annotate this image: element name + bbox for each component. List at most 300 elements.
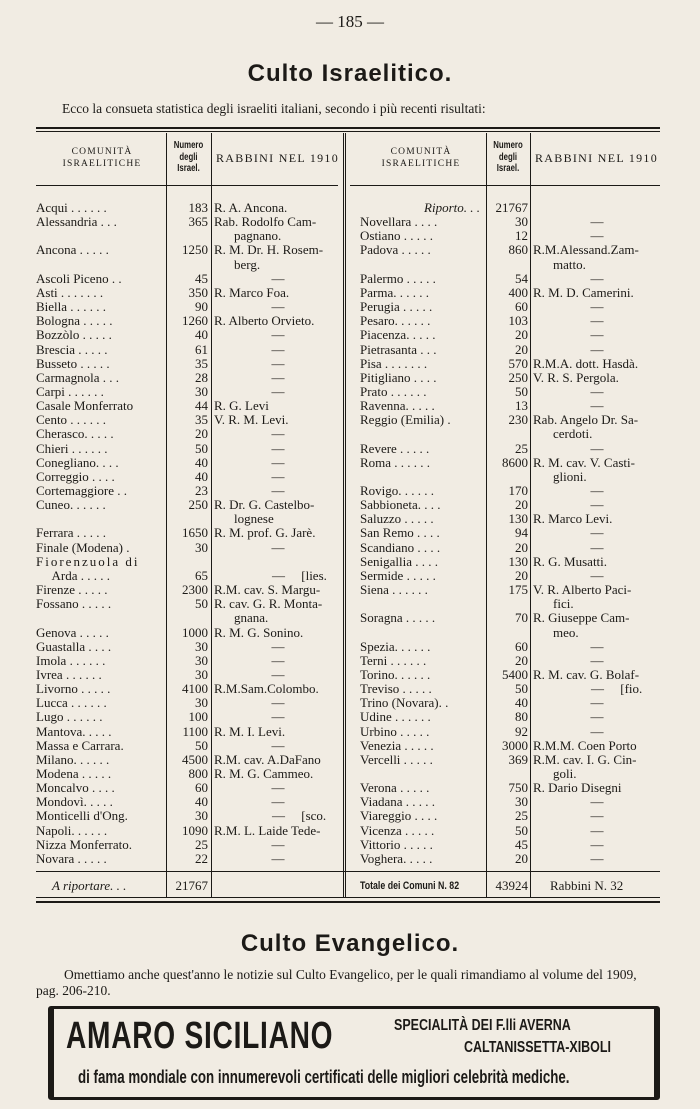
rabbi-name: R. M. cav. V. Casti-	[533, 454, 635, 470]
community-name: Urbino . . . . .	[360, 724, 430, 739]
rabbi-name: —	[271, 270, 285, 286]
israelite-count: 25	[515, 808, 528, 824]
israelite-count: 1000	[182, 624, 208, 640]
table-row	[0, 272, 700, 286]
community-name: Torino. . . . . .	[360, 667, 431, 682]
rabbi-name: —	[590, 299, 604, 315]
community-name: Milano. . . . . .	[36, 752, 110, 767]
rabbi-name: —	[590, 228, 604, 244]
community-name: Riporto. . .	[424, 201, 480, 215]
rabbi-name: goli.	[553, 766, 577, 781]
community-name: Vercelli . . . . .	[360, 752, 433, 767]
rabbi-name: R. Alberto Orvieto.	[214, 313, 315, 329]
header-bottom-rule-right	[350, 185, 660, 186]
carry-forward-number: 21767	[175, 878, 208, 893]
total-rabbis: Rabbini N. 32	[550, 878, 624, 893]
israelite-count: 50	[195, 440, 208, 456]
israelite-count: 92	[515, 723, 528, 739]
community-name: Lugo . . . . . .	[36, 710, 103, 725]
community-name: Sermide . . . . .	[360, 568, 436, 583]
community-name: Spezia. . . . . .	[360, 639, 431, 654]
israelite-count: 21767	[495, 200, 528, 215]
table-row	[0, 682, 700, 696]
rabbi-name: R. Marco Levi.	[533, 511, 613, 527]
israelite-count: 350	[188, 284, 208, 300]
table-row	[0, 555, 700, 569]
community-name: Ravenna. . . . .	[360, 399, 435, 414]
israelite-count: 1260	[182, 313, 208, 329]
community-name: Padova . . . . .	[360, 243, 431, 258]
evangel-text: Omettiamo anche quest'anno le notizie sul Culto Evangelico, per le quali rimandiamo al volume del 1909, pag. 206-210.	[36, 967, 637, 998]
community-name: Cento . . . . . .	[36, 413, 107, 428]
israelite-count: 40	[195, 327, 208, 343]
table-row	[0, 824, 700, 838]
israelite-count: 20	[515, 850, 528, 866]
community-name: Brescia . . . . .	[36, 342, 108, 357]
rabbi-name: R. cav. G. R. Monta-	[214, 596, 323, 612]
rabbi-name: —	[590, 836, 604, 852]
israelite-count: 30	[515, 214, 528, 230]
israelite-count: 175	[508, 582, 528, 598]
table-row	[0, 229, 700, 243]
israelite-count: 20	[515, 497, 528, 513]
israelite-count: 61	[195, 341, 208, 357]
community-name: Cuneo. . . . . .	[36, 498, 106, 513]
israelite-count: 45	[515, 836, 528, 852]
rabbi-name: glioni.	[553, 468, 587, 484]
israelite-count: 40	[515, 695, 528, 711]
community-name: Saluzzo . . . . .	[360, 512, 434, 527]
israelite-count: 25	[195, 836, 208, 852]
ad-specialty: SPECIALITÀ DEI F.lli AVERNA	[394, 1017, 571, 1034]
israelite-count: 35	[195, 412, 208, 428]
table-row	[0, 512, 700, 526]
rabbi-name: R.M. L. Laide Tede-	[214, 822, 321, 838]
rabbi-name: R.M. cav. A.DaFano	[214, 751, 321, 767]
table-row	[0, 795, 700, 809]
rabbi-name: R.M.Sam.Colombo.	[214, 681, 319, 697]
community-name: Modena . . . . .	[36, 767, 112, 781]
community-name: Livorno . . . . .	[36, 682, 111, 697]
header-rabbis-right: RABBINI NEL 1910	[535, 151, 659, 165]
israelite-count: 1100	[182, 723, 208, 739]
rabbi-name: R. M. D. Camerini.	[533, 284, 634, 300]
community-name: Roma . . . . . .	[360, 455, 431, 470]
table-row	[0, 343, 700, 357]
community-name: Alessandria . . .	[36, 215, 117, 230]
israelite-count: 45	[195, 270, 208, 286]
community-name: Ferrara . . . . .	[36, 526, 107, 541]
community-name: Ostiano . . . . .	[360, 229, 433, 244]
rabbi-name: R. M. cav. G. Bolaf-	[533, 666, 640, 682]
community-name: Fossano . . . . .	[36, 597, 112, 612]
rabbi-name: —	[271, 341, 285, 357]
rabbi-name: R. Marco Foa.	[214, 284, 290, 300]
table-row	[0, 626, 700, 640]
rabbi-name: R. G. Musatti.	[533, 553, 608, 569]
community-name: Parma. . . . . .	[360, 285, 429, 300]
rabbi-name: fici.	[553, 596, 574, 612]
rabbi-name: —	[271, 780, 285, 796]
rabbi-name: V. R. M. Levi.	[214, 412, 289, 428]
israelite-count: 30	[515, 794, 528, 810]
community-name: Asti . . . . . . .	[36, 285, 104, 300]
table-row	[0, 456, 700, 470]
table-row	[0, 215, 700, 229]
community-name: Sabbioneta. . . .	[360, 498, 441, 513]
community-name: Mantova. . . . .	[36, 724, 112, 739]
israelite-count: 30	[195, 383, 208, 399]
community-name: Carpi . . . . . .	[36, 384, 104, 399]
footer-top-rule	[36, 871, 660, 872]
page-number: — 185 —	[316, 12, 384, 31]
rabbi-name: R.M. cav. I. G. Cin-	[533, 751, 637, 767]
israelite-count: 50	[515, 681, 528, 697]
table-top-rule	[36, 127, 660, 129]
rabbi-name: pagnano.	[234, 228, 282, 244]
table-row	[0, 314, 700, 328]
rabbi-name: R.M.A. dott. Hasdà.	[533, 355, 639, 371]
table-row	[0, 569, 700, 583]
community-name: Mondovì. . . . .	[36, 795, 113, 810]
community-name: Guastalla . . . .	[36, 639, 112, 654]
rabbi-name: R. M. I. Levi.	[214, 723, 286, 739]
rabbi-name: berg.	[234, 256, 261, 272]
rabbi-name: —	[590, 483, 604, 498]
community-name: Novellara . . . .	[360, 215, 438, 230]
header-bottom-rule-left	[36, 185, 338, 186]
rabbi-name: —	[590, 723, 604, 739]
rabbi-name: — [lies.	[272, 567, 327, 583]
table-row	[0, 286, 700, 300]
rabbi-name: —	[271, 369, 285, 385]
community-name: Novara . . . . .	[36, 851, 107, 866]
table-row	[0, 399, 700, 413]
table-top-rule-thin	[36, 131, 660, 132]
israelite-count: 183	[188, 200, 208, 215]
community-name: Viadana . . . . .	[360, 795, 436, 810]
table-row	[0, 809, 700, 823]
israelite-count: 130	[508, 553, 528, 569]
israelite-count: 1090	[182, 822, 208, 838]
rabbi-name: —	[590, 440, 604, 456]
table-row	[0, 541, 700, 555]
community-name: Senigallia . . . .	[360, 554, 438, 569]
israelite-count: 20	[515, 652, 528, 668]
israelite-count: 50	[515, 822, 528, 838]
community-name: Piacenza. . . . .	[360, 328, 436, 343]
israelite-count: 400	[508, 284, 528, 300]
rabbi-name: —	[271, 468, 285, 484]
community-name: Trino (Novara). .	[360, 696, 449, 711]
table-row	[0, 243, 700, 257]
community-name: Napoli. . . . . .	[36, 823, 108, 838]
community-name: Voghera. . . . .	[360, 851, 433, 866]
community-name: Biella . . . . . .	[36, 300, 107, 315]
rabbi-name: —	[271, 299, 285, 315]
header-number-left: Numero degli Israel.	[173, 140, 204, 174]
israelite-count: 230	[508, 412, 528, 428]
rabbi-name: R. Giuseppe Cam-	[533, 610, 630, 626]
israelite-count: 60	[515, 638, 528, 654]
table-row	[0, 739, 700, 753]
total-communities-label: Totale dei Comuni N. 82	[360, 880, 460, 892]
table-row	[0, 852, 700, 866]
table-row	[0, 328, 700, 342]
carry-forward-label: A riportare. . .	[52, 878, 127, 893]
rabbi-name: —	[590, 638, 604, 654]
rabbi-name: R.M.M. Coen Porto	[533, 737, 637, 753]
table-row	[0, 385, 700, 399]
rabbi-name: —	[271, 383, 285, 399]
israelite-count: 54	[515, 270, 528, 286]
israelite-count: 12	[515, 228, 528, 244]
israelite-count: 250	[508, 369, 528, 385]
community-name: Ivrea . . . . . .	[36, 667, 102, 682]
rabbi-name: R. M. G. Cammeo.	[214, 766, 314, 781]
table-row	[0, 767, 700, 781]
community-name: Revere . . . . .	[360, 441, 430, 456]
rabbi-name: —	[590, 383, 604, 399]
israelite-count: 130	[508, 511, 528, 527]
israelite-count: 25	[515, 440, 528, 456]
rabbi-name: —	[590, 270, 604, 286]
rabbi-name: —	[590, 214, 604, 230]
community-name: Massa e Carrara.	[36, 738, 124, 753]
community-name: Viareggio . . . .	[360, 809, 438, 824]
ad-city: CALTANISSETTA-XIBOLI	[464, 1039, 611, 1056]
table-bottom-rule	[36, 901, 660, 903]
table-row	[0, 696, 700, 710]
israelite-count: 22	[195, 850, 208, 866]
header-community-left: COMUNITÀ ISRAELITICHE	[62, 147, 142, 169]
table-row	[0, 258, 700, 272]
rabbi-name: —	[590, 709, 604, 725]
community-name: Busseto . . . . .	[36, 356, 110, 371]
rabbi-name: cerdoti.	[553, 426, 593, 442]
rabbi-name: —	[590, 327, 604, 343]
rabbi-name: —	[271, 539, 285, 555]
community-name: Genova . . . . .	[36, 625, 109, 640]
table-row	[0, 611, 700, 625]
community-name: Prato . . . . . .	[360, 384, 427, 399]
rabbi-name: Rab. Angelo Dr. Sa-	[533, 412, 639, 428]
community-name: Soragna . . . . .	[360, 611, 436, 626]
community-name: Casale Monferrato	[36, 399, 134, 414]
section-title-evangel: Culto Evangelico.	[240, 930, 460, 957]
community-name: Acqui . . . . . .	[36, 201, 107, 215]
community-name: San Remo . . . .	[360, 526, 440, 541]
rabbi-name: — [fio.	[591, 681, 643, 697]
rabbi-name: R. M. G. Sonino.	[214, 624, 304, 640]
community-name: Fiorenzuola di	[36, 554, 140, 569]
israelite-count: 60	[195, 780, 208, 796]
rabbi-name: —	[590, 525, 604, 541]
israelite-count: 5400	[502, 666, 528, 682]
israelite-count: 50	[195, 737, 208, 753]
community-name: Correggio . . . .	[36, 469, 115, 484]
israelite-count: 570	[508, 355, 528, 371]
table-row	[0, 668, 700, 682]
israelite-count: 103	[508, 313, 528, 329]
israelite-count: 20	[515, 567, 528, 583]
table-row	[0, 640, 700, 654]
table-row	[0, 753, 700, 767]
israelite-count: 28	[195, 369, 208, 385]
rabbi-name: —	[271, 695, 285, 711]
israelite-count: 80	[515, 709, 528, 725]
table-row	[0, 484, 700, 498]
section-title-israel: Culto Israelitico.	[247, 60, 453, 87]
table-row	[0, 470, 700, 484]
table-row	[0, 357, 700, 371]
israelite-count: 30	[195, 695, 208, 711]
table-row	[0, 597, 700, 611]
table-row	[0, 413, 700, 427]
israelite-count: 250	[188, 497, 208, 513]
israelite-count: 1650	[182, 525, 208, 541]
israelite-count: 94	[515, 525, 528, 541]
header-community-right: COMUNITÀ ISRAELITICHE	[381, 147, 461, 169]
rabbi-name: —	[590, 313, 604, 329]
rabbi-name: —	[271, 426, 285, 442]
rabbi-name: R. Dario Disegni	[533, 780, 622, 796]
table-row	[0, 710, 700, 724]
israelite-count: 30	[195, 652, 208, 668]
israelite-count: 40	[195, 794, 208, 810]
table-row	[0, 654, 700, 668]
rabbi-name: lognese	[234, 511, 274, 527]
rabbi-name: R.M.Alessand.Zam-	[533, 242, 639, 258]
rabbi-name: R. Dr. G. Castelbo-	[214, 497, 315, 513]
rabbi-name: meo.	[553, 624, 579, 640]
rabbi-name: —	[271, 483, 285, 498]
rabbi-name: —	[271, 355, 285, 371]
community-name: Palermo . . . . .	[360, 271, 436, 286]
ad-tagline: di fama mondiale con innumerevoli certificati delle migliori celebrità mediche.	[78, 1067, 570, 1087]
rabbi-name: —	[271, 652, 285, 668]
table-row	[0, 371, 700, 385]
community-name: Scandiano . . . .	[360, 540, 441, 555]
israelite-count: 23	[195, 483, 208, 498]
community-name: Bozzòlo . . . . .	[36, 328, 112, 343]
rabbi-name: R. G. Levi	[214, 398, 269, 414]
rabbi-name: —	[590, 539, 604, 555]
israelite-count: 30	[195, 638, 208, 654]
israelite-count: 35	[195, 355, 208, 371]
community-name: Pietrasanta . . .	[360, 342, 437, 357]
community-name: Chieri . . . . . .	[36, 441, 108, 456]
community-name: Carmagnola . . .	[36, 370, 120, 385]
rabbi-name: —	[590, 695, 604, 711]
community-name: Ancona . . . . .	[36, 243, 109, 258]
community-name: Rovigo. . . . . .	[360, 484, 435, 498]
israelite-count: 3000	[502, 737, 528, 753]
israelite-count: 20	[195, 426, 208, 442]
rabbi-name: —	[590, 794, 604, 810]
community-name: Cortemaggiore . .	[36, 484, 127, 498]
table-row	[0, 201, 700, 215]
rabbi-name: matto.	[553, 256, 586, 272]
community-name: Imola . . . . . .	[36, 653, 106, 668]
community-name: Reggio (Emilia) .	[360, 413, 451, 428]
community-name: Treviso . . . . .	[360, 682, 432, 697]
rabbi-name: —	[271, 850, 285, 866]
community-name: Bologna . . . . .	[36, 314, 113, 329]
israelite-count: 70	[515, 610, 528, 626]
ad-title: AMARO SICILIANO	[66, 1015, 334, 1057]
community-name: Pitigliano . . . .	[360, 370, 437, 385]
community-name: Finale (Modena) .	[36, 540, 130, 555]
israelite-count: 44	[195, 398, 208, 414]
table-row	[0, 725, 700, 739]
israelite-count: 100	[188, 709, 208, 725]
community-name: Venezia . . . . .	[360, 738, 434, 753]
israelite-count: 60	[515, 299, 528, 315]
community-name: Terni . . . . . .	[360, 653, 427, 668]
rabbi-name: —	[590, 850, 604, 866]
israelite-count: 8600	[502, 454, 528, 470]
israelite-count: 750	[508, 780, 528, 796]
rabbi-name: —	[590, 398, 604, 414]
rabbi-name: —	[590, 822, 604, 838]
rabbi-name: V. R. S. Pergola.	[533, 369, 619, 385]
israelite-count: 30	[195, 539, 208, 555]
israelite-count: 860	[508, 242, 528, 258]
israelite-count: 90	[195, 299, 208, 315]
rabbi-name: R. A. Ancona.	[214, 200, 288, 215]
israelite-count: 50	[515, 383, 528, 399]
community-name: Verona . . . . .	[360, 781, 430, 796]
rabbi-name: gnana.	[234, 610, 269, 626]
table-row	[0, 526, 700, 540]
table-row	[0, 442, 700, 456]
rabbi-name: —	[271, 709, 285, 725]
header-rabbis-left: RABBINI NEL 1910	[216, 151, 340, 165]
israelite-count: 20	[515, 539, 528, 555]
rabbi-name: R. M. Dr. H. Rosem-	[214, 242, 324, 258]
israelite-count: 4500	[182, 751, 208, 767]
header-number-right: Numero degli Israel.	[493, 140, 523, 174]
israelite-count: 365	[188, 214, 208, 230]
israelite-count: 13	[515, 398, 528, 414]
israelite-count: 65	[195, 567, 208, 583]
rabbi-name: —	[590, 567, 604, 583]
community-name: Moncalvo . . . .	[36, 781, 115, 796]
rabbi-name: —	[271, 638, 285, 654]
table-row	[0, 427, 700, 441]
rabbi-name: —	[271, 666, 285, 682]
israelite-count: 40	[195, 454, 208, 470]
community-name: Siena . . . . . .	[360, 583, 428, 598]
community-name: Arda . . . . .	[36, 568, 111, 583]
table-row	[0, 498, 700, 512]
community-name: Perugia . . . . .	[360, 300, 433, 315]
rabbi-name: —	[271, 327, 285, 343]
israelite-count: 1250	[182, 242, 208, 258]
rabbi-name: Rab. Rodolfo Cam-	[214, 214, 317, 230]
israelite-count: 2300	[182, 582, 208, 598]
rabbi-name: —	[271, 440, 285, 456]
israelite-count: 20	[515, 327, 528, 343]
table-row	[0, 300, 700, 314]
israelite-count: 40	[195, 468, 208, 484]
intro-text: Ecco la consueta statistica degli israeliti italiani, secondo i più recenti risultati:	[62, 101, 486, 116]
community-name: Firenze . . . . .	[36, 583, 108, 598]
rabbi-name: — [sco.	[272, 808, 327, 824]
community-name: Monticelli d'Ong.	[36, 809, 128, 824]
table-row	[0, 781, 700, 795]
